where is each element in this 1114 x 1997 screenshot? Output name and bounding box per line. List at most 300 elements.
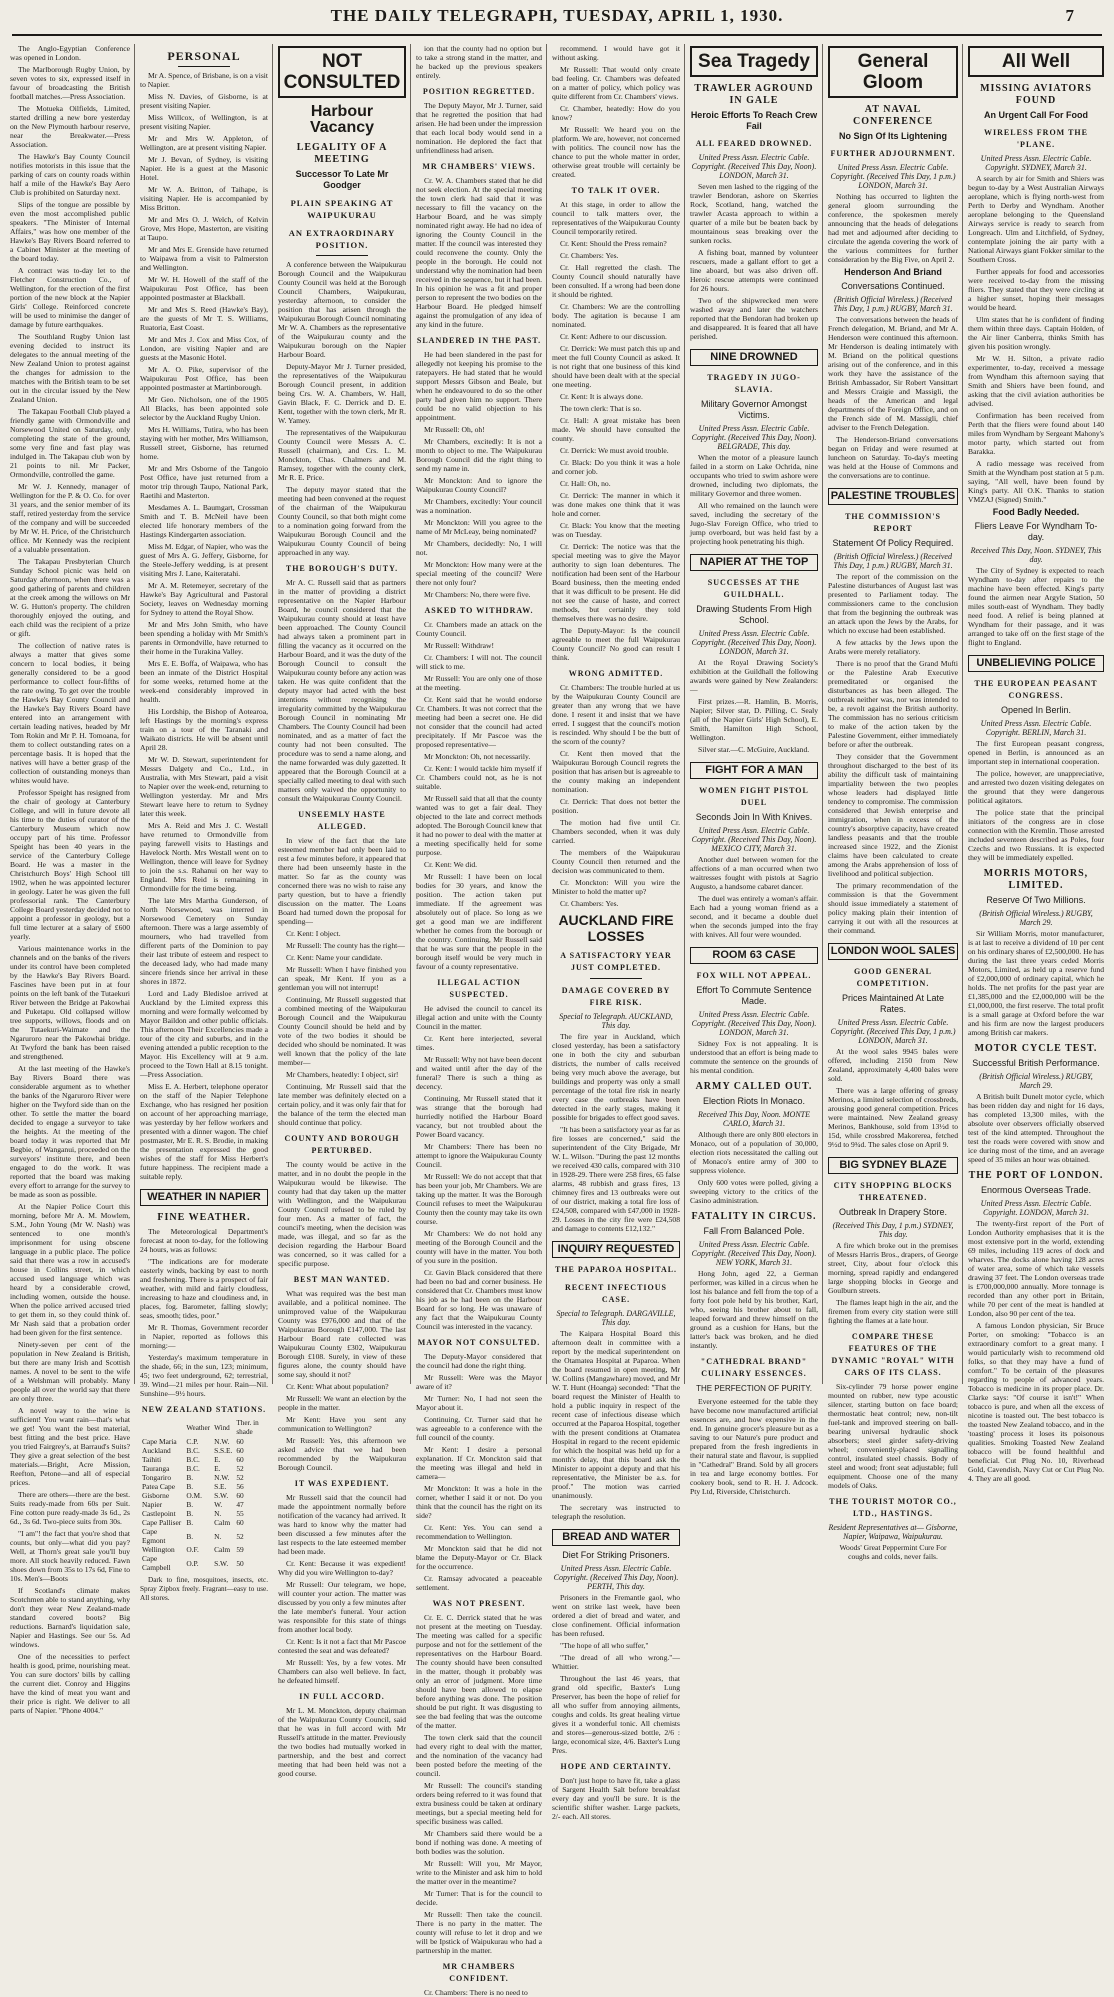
paragraph: The police state that the principal initiators of the congress are in close connection with the Kremlin. Those arrested included seventeen described as Poles, four Czechs and two Russians. It is expected they will be immediately expelled. (968, 808, 1104, 862)
paragraph: Mr Chambers said there would be a bond if nothing was done. A meeting of both bodies was the solution. (416, 1829, 542, 1856)
paragraph: At the Royal Drawing Society's exhibition at the Guildhall the following awards were gained by New Zealanders:— (690, 658, 818, 694)
paragraph: Mr Monckton said that he did not blame the Deputy-Mayor or Cr. Black for the occurrence. (416, 1544, 542, 1571)
woods-ad: Woods' Great Peppermint Cure For coughs and colds, never fails. (839, 1543, 947, 1561)
table-cell: E. (214, 1455, 221, 1464)
paragraph: Continuing, Cr. Turner said that he was agreeable to a conference with the full council of the county. (416, 1415, 542, 1442)
table-cell: 55 (236, 1509, 244, 1518)
personal-heading: PERSONAL (167, 49, 241, 63)
paragraph: Mr Kent: Have you sent any communication to Wellington? (278, 1415, 406, 1433)
general-gloom-banner: General Gloom (828, 46, 958, 98)
stations-col-header: Ther. in shade (236, 1419, 259, 1436)
lightening-sub: No Sign Of Its Lightening (839, 131, 947, 141)
essences-heading: "CATHEDRAL BRAND" CULINARY ESSENCES. (700, 1357, 808, 1378)
paragraph: The town clerk: That is so. (560, 404, 642, 413)
naval-paras (828, 192, 958, 264)
table-cell: B. (186, 1531, 194, 1541)
bread-sub: Diet For Striking Prisoners. (562, 1550, 670, 1560)
paragraph: Mr Monckton: Will you agree to the name of Mr McLeay, being nominated? (416, 518, 542, 536)
paragraph: Mr Chambers: We do not hold any meeting of the Borough Council and the county will have in the matter. You both of you sure in the position. (416, 1229, 542, 1265)
wool-sub2: Prices Maintained At Late Rates. (841, 993, 945, 1014)
cycle-paras (968, 1092, 1104, 1164)
paragraph: "I am"! the fact that you're shod that counts, but only—what did you pay? Well, at Thorn's great sale you'll buy more. All stock heavily reduced. Fawn shoes down from 35s to 17s 6d, Fine to 10s. Men's—Boots (10, 1529, 130, 1583)
weather-heading: WEATHER IN NAPIER (140, 1189, 268, 1206)
paragraph: Cr. Kent: Is it not a fact that Mr Pascoe contested the seat and was defeated? (278, 1637, 406, 1655)
table-row (140, 1545, 268, 1554)
paragraph: The Takapau Football Club played a friendly game with Ormondville and Norsewood United on Saturday, only completing the state of the ground, some very fine and fast play was indulged in. The Takapau club won by 21 points to nil. Mr Packer, Ormondville, controlled the game. (10, 407, 130, 479)
paragraph: Mrs H. Williams, Tutira, who has been staying with her mother, Mrs Williamson, Russell street, Gisborne, has returned home. (140, 425, 268, 461)
stations-col-header (140, 1419, 184, 1437)
column-divider (684, 44, 685, 1384)
paragraph: Cr. Chambers made an attack on the County Council. (416, 620, 542, 638)
port-dateline: United Press Assn. Electric Cable. Copyright. LONDON, March 31. (980, 1199, 1092, 1217)
naval-heading: AT NAVAL CONFERENCE (852, 104, 933, 127)
paragraph: A few attacks by the Jews upon the Arabs were merely retaliatory. (828, 638, 958, 656)
table-cell: Cape Egmont (142, 1527, 166, 1545)
paragraph: Another duel between women for the affections of a man occurred when two waitresses fought with pistols at Sagrio Augusto, a handsome cabaret dancer. (690, 855, 818, 891)
morris-heading: MORRIS MOTORS, LIMITED. (983, 868, 1089, 891)
table-cell: 52 (236, 1473, 244, 1482)
table-cell: B.C. (186, 1464, 200, 1473)
henderson-heading: Henderson And Briand (844, 267, 942, 277)
oaks-heading: COMPARE THESE FEATURES OF THE DYNAMIC "ROYAL" WITH CARS OF ITS CLASS. (831, 1332, 955, 1377)
paragraph: Cr. Ramsay advocated a peaceable settlement. (416, 1574, 542, 1592)
table-cell: 52 (236, 1464, 244, 1473)
section-subheading: IT WAS EXPEDIENT. (294, 1479, 390, 1488)
hope-heading: HOPE AND CERTAINTY. (560, 1762, 672, 1771)
paragraph: The motion had five until Cr. Chambers seconded, when it was duly carried. (552, 818, 680, 845)
stations-heading: NEW ZEALAND STATIONS. (141, 1405, 267, 1414)
column-divider (546, 44, 547, 1384)
table-cell: Tauranga (142, 1464, 170, 1473)
paragraph: Cr. Derrick: We must patch this up and meet the full County Council as asked. It is not right that one business of this kind should have been dealt with at the special one meeting. (552, 344, 680, 389)
paragraph: Deputy-Mayor Mr J. Turner presided, the representatives of the Waipukurau Borough Council present, in addition being Crs. W. A. Chambers, W. Hall, Gavin Black, F. C. Derrick and D. E. Kent, together with the town clerk, Mr R. W. Yamey. (278, 362, 406, 425)
paragraph: Mesdames A. L. Baumgart, Crossman Smith and T. B. McNeil have been elected life honorary members of the Hastings Kindergarten association. (140, 503, 268, 539)
table-row (140, 1464, 268, 1473)
paragraph: Mr Monckton: How many were at the special meeting of the council? Were there not only four? (416, 560, 542, 587)
paragraph: Cr. Kent: We did. (424, 860, 478, 869)
paragraph: Mr and Mrs Osborne of the Tangoio Post Office, have just returned from a motor trip through Taupo, National Park, Raetihi and Masterton. (140, 464, 268, 500)
newspaper-title: THE DAILY TELEGRAPH, TUESDAY, APRIL 1, 1930. (330, 6, 784, 25)
paragraph: Mr Russell: The county has the right— (286, 941, 405, 950)
paragraph: Mr Russell: Then take the council. There is no party in the matter. The county will refuse to let it drop and we will be Ipstick of Waipukurau who had a partnership in the matter. (416, 1910, 542, 1955)
inquiry-sub: THE PAPAROA HOSPITAL. (554, 1265, 678, 1274)
bread-dateline: United Press Assn. Electric Cable. Copyright. (Received This Day, Noon). PERTH, This day. (553, 1564, 679, 1591)
paragraph: Mr Russell: When I have finished you can speak, Mr Kent. If you as a gentleman you will not interrupt! (278, 965, 406, 992)
paragraph: Mrs A. Reid and Mrs J. C. Westall have returned to Ormondville from paying farewell visits to Hastings and Havelock North. Mrs Westall went on to Wellington, thence will leave for Sydney to join the s.s. Rahanui on her way to England. Mrs Reid is remaining in Ormondville for the time being. (140, 821, 268, 893)
paragraph: "The dread of all who wrong."—Whittier. (552, 1653, 680, 1671)
paragraph: Ulm states that he is confident of finding them within three days. Captain Holden, of the Air liner Canberra, thinks Smith has given his position wrongly. (968, 315, 1104, 351)
napier-sub2: Drawing Students From High School. (696, 604, 812, 625)
trawler-dateline: United Press Assn. Electric Cable. Copyright. (Received This Day, Noon). LONDON, March 31. (691, 153, 817, 180)
paragraph: Cr. Kent: It is always done. (560, 392, 643, 401)
table-cell: Cape Maria (142, 1437, 177, 1446)
aviators-paras (968, 174, 1104, 504)
circus-dateline: United Press Assn. Electric Cable. Copyright. (Received This Day, Noon). NEW YORK, March 31. (691, 1240, 817, 1267)
section-subheading: IN FULL ACCORD. (299, 1692, 385, 1701)
table-cell: B. (186, 1482, 194, 1491)
paragraph: Mr Russell: Our telegram, we hope, will counter your action. The matter was discussed by you only a few minutes after the late member's funeral. Your action was responsible for this state of things from another local body. (278, 1580, 406, 1634)
extraordinary-sub: AN EXTRAORDINARY POSITION. (288, 228, 396, 250)
fight-sub2: Seconds Join In With Knives. (695, 812, 813, 822)
section-subheading: COUNTY AND BOROUGH PERTURBED. (284, 1134, 400, 1155)
paragraph: The flames leapt high in the air, and the firemen from every city station were still fighting the flames at a late hour. (828, 1298, 958, 1325)
inquiry-dateline: Special to Telegraph. DARGAVILLE, This day. (556, 1309, 676, 1327)
paragraph: Mr and Mrs S. Reed (Hawke's Bay), are the guests of Mr T. S. Williams, Ruatoria, East Coast. (140, 305, 268, 332)
nine-sub: TRAGEDY IN JUGO-SLAVIA. (707, 373, 801, 394)
bread-paras (552, 1593, 680, 1638)
adjournment-sub: FURTHER ADJOURNMENT. (830, 149, 956, 158)
page-number: 7 (1065, 6, 1074, 25)
room-sub2: Effort To Commute Sentence Made. (696, 985, 812, 1006)
stations-col-header: Wind (214, 1423, 230, 1432)
paragraph: A novel way to the wine is sufficient! You want rain—that's what we get! You want the best material, best fitting and the best price. Have you tried Fairgrey's, at Barraud's Suits? They give a great selection of the best materials.—Bright, Acre Mission, Reefton, Petone—and all of especial prices. (10, 1406, 130, 1487)
urgent-food-sub: An Urgent Call For Food (984, 110, 1088, 120)
bread-heading: BREAD AND WATER (552, 1529, 680, 1546)
food-heading: Food Badly Needed. (992, 507, 1080, 517)
tobacco-text: A famous London physician, Sir Bruce Porter, on smoking: "Tobacco is an extraordinary comfort to a great many. I would particularly wish to recommend old folks, so that they may have a fund of comfort." To be certain of the pleasures regarding to people of advanced years. Tobacco is medicine in its proper place. Dr. Clarke says: "Of course it isn't!" When tobacco is pure, and when all the excess of nicotine is toasted out. The best tobacco is the toasted New Zealand tobacco, and in the 'toasting' process it loses its poisonous qualities. Smoking Toasted New Zealand tobacco will be found healthful and beneficial. Cut Plug No. 10, Riverhead Gold, Cavendish, Navy Cut or Cut Plug No. 4. They are all good. (968, 1321, 1104, 1483)
paragraph: When the motor of a pleasure launch failed in a storm on Lake Ochrida, nine occupants who tried to swim ashore were drowned, including two diplomats, the military Governor and three women. (690, 453, 818, 498)
para-list (10, 44, 130, 1715)
fight-heading: FIGHT FOR A MAN (690, 762, 818, 779)
table-row (140, 1491, 268, 1500)
paragraph: Mr Chambers, heatedly: I object, sir! (286, 1070, 399, 1079)
paragraph: Cr. Kent then moved that the Waipukurau Borough Council regrets the position that has arisen but is agreeable to the county making an independent nomination. (552, 749, 680, 794)
table-row (140, 1455, 268, 1464)
table-cell: S.W. (214, 1491, 229, 1500)
paragraph: Mr A. C. Russell said that as partners in the matter of providing a district representative on the Napier Harbour Board, he council considered that the Waipukurau county should at least have been approached. The County Council had always taken a prominent part in filling the vacancy as it occurred on the Harbour Board, and it was the duty of the Borough Council to consult the Waipukurau county before any action was taken. He was quite confident that the deputy mayor had acted with the best intentions without recognising the irregularity committed by the Waipukurau Borough Council in nominating Mr Chambers. The County Council had been nominated, and as a matter of fact the county had not been consulted. The procedure was to send a name along, and the name forwarded was duly gazetted. It appeared that the Borough Council at a specially called meeting to deal with such matters only waived the opportunity to consult the Waipukurau County Council. (278, 578, 406, 803)
paragraph: There was a large offering of greasy Merinos, a limited selection of crossbreds, arousing good general competition. Prices were maintained. New Zealand greasy Merinos, Bankhouse, sold from 13½d to 15d, while crossbred Makorerea, fetched 9½d to 9¾d. The sales close on April 9. (828, 1086, 958, 1149)
plain-speaking-sub: PLAIN SPEAKING AT WAIPUKURAU (290, 198, 394, 220)
fight-sub: WOMEN FIGHT PISTOL DUEL (699, 786, 809, 807)
column-general-gloom (828, 44, 958, 1561)
army-paras (690, 1130, 818, 1205)
henderson-paras (828, 315, 958, 480)
paragraph: Mr Russell: Oh, oh! (424, 425, 485, 434)
paragraph: Mr Russell: We do not accept that that has been your job, Mr Chambers. We are taking up the matter. It was the Borough Council refuses to meet the Waipukurau County then the county may take its own course. (416, 1172, 542, 1226)
fire-heading: AUCKLAND FIRE LOSSES (558, 912, 674, 944)
table-cell: O.P. (186, 1558, 199, 1568)
paragraph: Miss M. Edgar, of Napier, who was the guest of Mrs A. G. Jeffery, Gisborne, for the Steele-Jeffery wedding, is at present visiting Mrs J. Lane, Kaiteratahi. (140, 542, 268, 578)
paragraph: They consider that the Government throughout discharged to the best of its ability the difficult task of maintaining impartiality between the two peoples whose leaders had displayed little tendency to compromise. The commission considered that Jewish enterprise and immigration, when in excess of the country's absorptive capacity, have created landless peasants and that the trouble increased since 1922, and the Zionist claims have been calculated to create among the Arabs apprehension of loss of livelihood and political subjection. (828, 752, 958, 878)
circus-paras (690, 1269, 818, 1350)
paragraph: The late Mrs Martha Gunderson, of North Norsewood, was interred in Norsewood Cemetery on Sunday afternoon. There was a large assembly of mourners, who had travelled from different parts of the Dominion to pay their last tribute of esteem and respect to the deceased lady, who had made many sincere friends since her arrival in these shores in 1872. (140, 896, 268, 986)
naval-dateline: United Press Assn. Electric Cable. Copyright. (Received This Day, 1 p.m.) LONDON, March 31. (830, 163, 956, 190)
paragraph: If Scotland's climate makes Scotchmen able to stand anything, why don't they wear New Zealand-made standard covered boots? Big reductions. Barnard's liquidation sale, Napier and Hastings. See our 5s. Ad windows. (10, 1586, 130, 1649)
section-subheading: ASKED TO WITHDRAW. (424, 606, 534, 615)
section-subheading: SLANDERED IN THE PAST. (416, 336, 542, 345)
paragraph: Mr A. M. Retemeyer, secretary of the Hawke's Bay Agricultural and Pastoral Society, leaves on Wednesday morning for Sydney to attend the Royal Show. (140, 581, 268, 617)
col5-paras (552, 44, 680, 908)
essences-sub: THE PERFECTION OF PURITY. (696, 1384, 812, 1393)
paragraph: Mr Russell: We heard you on the platform. We are, however, not concerned with politics. The council now has the chance to put the whole matter in order, otherwise great trouble will certainly be created. (552, 125, 680, 179)
masthead-rule (12, 34, 1102, 36)
paragraph: A contract was to-day let to the Fletcher Construction Co., of Wellington, for the erection of the first portion of the new block at the Napier Girls' College. Reinforced concrete will be used to minimise the danger of damage by future earthquakes. (10, 266, 130, 329)
paragraph: recommend. I would have got it without asking. (552, 44, 680, 62)
paragraph: Prisoners in the Fremantle gaol, who went on strike last week, have been ordered a diet of bread and water, and close confinement. Official information has been refused. (552, 1593, 680, 1638)
essences-text: Everyone esteemed for the table they have become now manufactured artificial essences are, and how expensive in the end. In genuine grocer's pleasure but as a saving to our Nature's pure product and prepared from the fresh ingredients in their natural state and flavour, is supplied in "Cathedral" Brand. Sold by all grocers in tea and large economy bottles. For cookery book, send to R. H. J. Adcock. Pty Ltd, Riverside, Christchurch. (690, 1397, 818, 1496)
paragraph: He had been slandered in the past for allegedly not keeping his promise to the ratepayers. He had stated that he would support Messrs Gibson and Beale, but when he endeavoured to do so the other party had given him no support. There could be no valid objection to his appointment. (416, 350, 542, 422)
paragraph: There are others—there are the best. Suits ready-made from 60s per Suit. Fine cotton pure ready-made 3s 6d., 2s 6d., 3s 6d. Two-piece suits from 30s. (10, 1490, 130, 1526)
paragraph: A fishing boat, manned by volunteer rescuers, made a gallant effort to get a line aboard, but was also driven off. Heroic rescue attempts were continued for 26 hours. (690, 248, 818, 293)
henderson-dateline: (British Official Wireless.) (Received This Day, 1 p.m.) RUGBY, March 31. (833, 295, 953, 313)
oaks-footer: THE TOURIST MOTOR CO., LTD., HASTINGS. (829, 1497, 957, 1518)
police-dateline: United Press Assn. Electric Cable. Copyright. BERLIN, March 31. (980, 719, 1092, 737)
personal-paras (140, 71, 268, 1181)
paragraph: Hong John, aged 22, a German performer, was killed in a circus when he lost his balance and fell from the top of a forty foot pole held by his brother, Karl, who, seeing his brother about to fall, leaped forward and threw himself on the ground as a cushion for Hans, but the latter's back was broken, and he died instantly. (690, 1269, 818, 1350)
napier-dateline: United Press Assn. Electric Cable. Copyright. (Received This Day, Noon). LONDON, March 31. (691, 629, 817, 656)
paragraph: Mr Turner: No, I had not seen the Mayor about it. (416, 1394, 542, 1412)
nine-dateline: United Press Assn. Electric Cable. Copyright. (Received This Day, Noon). BELGRADE, This day. (691, 424, 817, 451)
section-subheading: THE BOROUGH'S DUTY. (285, 564, 399, 573)
paragraph: Mr W. A. Britton, of Taihape, is visiting Napier. He is accompanied by Miss Britton. (140, 185, 268, 212)
palestine-sub: THE COMMISSION'S REPORT (845, 512, 941, 533)
paragraph: Continuing, Mr Russell said that the late member was definitely elected on a certain policy, and it was only fair that for the balance of the term the elected man should continue that policy. (278, 1082, 406, 1127)
paragraph: Mr Russell: We want an election by the people in the matter. (278, 1394, 406, 1412)
paragraph: Mr Russell: The council's standing orders being referred to it was found that extra business could be taken at ordinary meetings, but a special meeting held for specific business was called. (416, 1781, 542, 1826)
paragraph: The twenty-first report of the Port of London Authority emphasises that it is the most extensive port in the world, extending 69 miles, including 119 acres of dock and wharves. The docks alone having 128 acres of water area, some of which take vessels drawing 37 feet. The London overseas trade is £700,000,000 annually. More tonnage is recorded than any other port in Britain, while 70 per cent of the meat is handled at London, also 90 per cent of the tea. (968, 1219, 1104, 1318)
port-paras (968, 1219, 1104, 1318)
paragraph: "The hope of all who suffer," (560, 1641, 649, 1650)
paragraph: Cr. Kent said that he would endorse Cr. Chambers. It was not correct that the meeting had been a secret one. He did not consider that the council had acted precipitately. If Mr Pascoe was the proposed representative— (416, 695, 542, 749)
wireless-sub: WIRELESS FROM THE 'PLANE. (984, 128, 1088, 149)
paragraph: Mr Monckton: It was a hole in the corner, whether I said it or not. Do you think that the council has the right on its side? (416, 1484, 542, 1520)
paragraph: Mr R. Thomas, Government recorder in Napier, reported as follows this morning:— (140, 1323, 268, 1350)
napier-sub: SUCCESSES AT THE GUILDHALL. (707, 578, 801, 599)
paragraph: The first European peasant congress, opened in Berlin, is announced as an important step in international cooperation. (968, 739, 1104, 766)
paragraph: Mr Kent: I desire a personal explanation. If Cr. Monckton said that the meeting was illegal and held in camera— (416, 1445, 542, 1481)
heading-rule (590, 978, 641, 979)
sea-tragedy-banner: Sea Tragedy (690, 46, 818, 77)
harbour-paras (278, 260, 406, 1778)
table-cell: 59 (236, 1545, 244, 1554)
circus-heading: FATALITY IN CIRCUS. (691, 1211, 817, 1222)
paragraph: Confirmation has been received from Perth that the fliers were found about 140 miles from Wyndham by Sergeant Mahony's motor party, which started out from Barakka. (968, 411, 1104, 456)
police-sub: THE EUROPEAN PEASANT CONGRESS. (974, 679, 1098, 700)
section-subheading: TO TALK IT OVER. (571, 186, 661, 195)
paragraph: "The indications are for moderate easterly winds, backing by east to north and freshening. There is a prospect of fair weather, with mild and fairly cloudless, increasing to haze and cloudiness and, in places, fog. Barometer, falling slowly; seas, smooth; tides, poor." (140, 1257, 268, 1320)
table-cell: Auckland (142, 1446, 171, 1455)
fire-paras (552, 1032, 680, 1233)
trawler-heading: TRAWLER AGROUND IN GALE (694, 83, 814, 106)
paragraph: The fire year in Auckland, which closed yesterday, has been a satisfactory one in both the city and suburban districts, the number of calls received being very much above the average, but buildings and property was only a small percentage of the total fire risk in nearly every case the outbreaks have been detected in the early stages, making it possible for brigades to effect good saves. (552, 1032, 680, 1122)
paragraph: Mr Chambers, excitedly: It is not a month to object to me. The Waipukurau Borough Council did the right thing to send my name in. (416, 437, 542, 473)
table-cell: Gisborne (142, 1491, 170, 1500)
paragraph: Cr. Kent here interjected, several times. (416, 1034, 542, 1052)
paragraph: The Southland Rugby Union last evening decided to instruct its delegates to the annual meeting of the New Zealand Union to protest against the changes for admission to the matches with the British team to be set out in the circular issued by the New Zealand Union. (10, 332, 130, 404)
paragraph: The Deputy Mayor, Mr J. Turner, said that he regretted the position that had arisen. He had been under the impression that each local body would send in a nomination. He deplored the fact that unfriendliness had arisen. (416, 101, 542, 155)
paragraph: What was required was the best man available, and a political nominee. The unimproved value of the Waipukurau County was £976,000 and that of the Waipukurau Borough £147,000. The last Harbour Board rate collected was Waipukurau County £302, Waipukurau Borough £108. Surely, in view of these figures alone, the county should have some say, should it not? (278, 1289, 406, 1379)
paragraph: Mr Chambers: No, there were five. (424, 590, 531, 599)
paragraph: Cr. Derrick: That does not better the position. (552, 797, 680, 815)
paragraph: Mr Russell: That would only create bad feeling. Cr. Chambers was defeated on a matter of policy, which policy was quite different from Cr. Chambers' views. (552, 65, 680, 101)
police-sub2: Opened In Berlin. (1000, 705, 1072, 715)
heading-rule (316, 255, 367, 256)
column-sea-tragedy (690, 44, 818, 1496)
not-consulted-banner: NOT CONSULTED (278, 46, 406, 98)
paragraph: The Hawke's Bay County Council notifies motorists in this issue that the parking of cars on county roads within half a mile of the Hawke's Bay Aero Club is prohibited on Saturday next. (10, 152, 130, 197)
table-cell: Castlepoint (142, 1509, 176, 1518)
port-sub: Enormous Overseas Trade. (980, 1185, 1092, 1195)
morris-paras (968, 929, 1104, 1037)
paragraph: Mr Russell: Withdraw! (424, 641, 495, 650)
table-cell: 60 (236, 1446, 244, 1455)
section-subheading: POSITION REGRETTED. (422, 87, 536, 96)
palestine-dateline: (British Official Wireless.) (Received This Day, 1 p.m.) RUGBY, March 31. (833, 552, 953, 570)
paragraph: Slips of the tongue are possible by even the most accomplished public speakers. "The Minister of Internal Affairs," was how one member of the Hawke's Bay Rivers Board referred to a Cabinet Minister at the meeting of the board today. (10, 200, 130, 263)
paragraph: Mr Russell: I have been on local bodies for 30 years, and know the position. The action taken put immediate. If the agreement was absolutely out of place. So long as we get a good man we are indifferent whether he comes from the borough or the country. Continuing, Mr Russell said that he was sure that the people in the borough itself would be very much in favour of a county representative. (416, 872, 542, 971)
paragraph: Mr Monckton: And to ignore the Waipukurau County Council? (416, 476, 542, 494)
column-divider (822, 44, 823, 1384)
paragraph: Seven men lashed to the rigging of the trawler Bendoran, ashore on Skerries Rock, Scotland, hang, watched the trawler Acasta approach to within a quarter of a mile but be beaten back by mountainous seas breaking over the sunken rocks. (690, 182, 818, 245)
paragraph: Cr. W. A. Chambers stated that he did not seek election. At the special meeting the town clerk had said that it was necessary to fill the vacancy on the Harbour Board, and he was simply nominated right away. He had no idea of ignoring the County Council in the matter. If the council was interested they could reconvene the county. Only the people in the borough. He could not understand why the nomination had been received in the sequence, but it had been. In his opinion he was a fit and proper person to represent the two bodies on the Harbour Board. He pledged himself against the promulgation of any idea of any kind in the future. (416, 176, 542, 329)
table-cell: Tongariro (142, 1473, 172, 1482)
paragraph: Various maintenance works in the channels and on the banks of the rivers under its control have been completed by the Hawke's Bay Rivers Board. Fascines have been put in at four points on the left bank of the Tutaekuri River between the Bridge at Pakowhai and Puketapu. Old collapsed willow tree supports, willows, floods and on the Tutaekuri-Waimate and the Ngaruroro near the Pakowhai bridge. At Twyford the bank has been raised and strengthened. (10, 944, 130, 1061)
stations-col-header: Weather (186, 1423, 211, 1432)
paragraph: There is no proof that the Grand Mufti or the Palestine Arab Executive premeditated or organised the disturbances as has been alleged. The outbreak neither was, nor was intended to be, a revolt against the British authority. The commission has no serious criticism to make of the action taken by the Palestine Government, either immediately before or after the outbreak. (828, 659, 958, 749)
napier-top-heading: NAPIER AT THE TOP (690, 554, 818, 571)
paragraph: Mr W. H. Silton, a private radio experimenter, to-day, received a message from Wyndham this afternoon saying that Smith and Shiers have been found, and asking that the civil aviation authorities be advised. (968, 354, 1104, 408)
table-cell: B. (186, 1509, 194, 1518)
paragraph: One of the necessities to perfect health is good, prime, nourishing meat. You can sure doctors' bills by calling the current diet. Conroy and Higgins have the kind of meat you want and their price is right. We deliver to all parts of Napier. "Phone 4004." (10, 1652, 130, 1715)
paragraph: A British built Dunelt motor cycle, which has been ridden day and night for 16 days, has completed 13,300 miles, with the absolute over observers officially observed test of the kind attempted. Throughout the test the roads were covered with snow and ice during most of the time, and an average speed of 35 miles an hour was obtained. (968, 1092, 1104, 1164)
port-heading: THE PORT OF LONDON. (968, 1170, 1104, 1181)
paragraph: Cr. Chambers: Yes. (560, 899, 619, 908)
paragraph: Cr. Chambers: The trouble hurled at us by the Waipukurau County Council are greater than any wrong that we have done. I resent it and insist that we have erred. I suggest that the council's motion is rescinded. Why should I be the butt of the scorn of the county? (552, 683, 680, 746)
section-subheading: BEST MAN WANTED. (293, 1275, 391, 1284)
paragraph: Mr Turner: That is for the council to decide. (416, 1889, 542, 1907)
inquiry-heading: INQUIRY REQUESTED (552, 1241, 680, 1258)
paragraph: The primary recommendation of the commission is that the Government should issue immediately a statement of policy making plain their intention of carrying it out with all the resources at their command. (828, 881, 958, 935)
paragraph: The collection of native rates is always a matter that gives some concern to local bodies, it being generally considered to be a good performance to collect four-fifths of the rate owing. To get over the trouble the Hawke's Bay County Council and the Hawke's Bay Rivers Board have entered into an arrangement with certain leading natives, headed by Mr Tom Rokin and Mr P. H. Tomoana, for them to collect outstanding rates on a percentage basis. It is hoped that the natives will have a better grasp of the collection of outstanding moneys than whites would have. (10, 641, 130, 785)
paragraph: All who remained on the launch were saved, including the secretary of the Jugo-Slav Foreign Office, who tried to jump overboard, but was held fast by a projecting hook penetrating his thigh. (690, 501, 818, 546)
paragraph: At the wool sales 9945 bales were offered, including 2150 from New Zealand, approximately 4,400 bales were sold. (828, 1047, 958, 1083)
oaks-footer2: Resident Representatives at— Gisborne, Napier, Waipawa, Waipukurau. (828, 1523, 958, 1541)
room-sub: FOX WILL NOT APPEAL. (696, 971, 812, 980)
paragraph: Cr. Monckton: Will you wire the Minister to hold the matter up? (552, 878, 680, 896)
room-heading: ROOM 63 CASE (690, 947, 818, 964)
table-cell: N. (214, 1509, 222, 1518)
table-row (140, 1509, 268, 1518)
paragraph: Cr. Hall: Oh, no. (560, 479, 611, 488)
paragraph: Continuing, Mr Russell suggested that a combined meeting of the Waipukurau Borough Council and the Waipukurau County Council should be held and by vote of the two bodies it should be decided who should be nominated. It was well known that the policy of the late member— (278, 995, 406, 1067)
table-cell: 56 (236, 1482, 244, 1491)
inquiry-paras (552, 1329, 680, 1521)
paragraph: Lord and Lady Bledisloe arrived at Auckland by the Limited express this morning and were formally welcomed by Mayor Baildon and other public officials. This afternoon Their Excellencies made a tour of the city and suburbs, and in the evening attended a public reception to the Mayor. His Excellency will at 9 a.m. proceed to the Town Hall at 8.15 tonight.—Press Association. (140, 989, 268, 1079)
sydney-sub2: Outbreak In Drapery Store. (838, 1207, 948, 1217)
paragraph: Mr L. M. Monckton, deputy chairman of the Waipukurau County Council, said that he was in full accord with Mr Russell's attitude in the matter. Previously the two bodies had mutually worked in partnership, and the best and correct meeting that had been held was not a good course. (278, 1706, 406, 1778)
napier-paras (690, 658, 818, 754)
masthead (0, 0, 1114, 40)
table-cell: B.C. (186, 1446, 200, 1455)
paragraph: Cr. Chambers: I will not. The council will stick to me. (416, 653, 542, 671)
army-dateline: Received This Day, Noon. MONTE CARLO, March 31. (698, 1110, 810, 1128)
paragraph: Cr. Kent: Should the Press remain? (560, 239, 667, 248)
paragraph: Sir William Morris, motor manufacturer, is at last to receive a dividend of 10 per cent on his ordinary shares of £2,500,000. He has during the last three years ceded Morris Motors, Limited, as held up a reserve fund of £2,000,000 of ordinary capital, which he holds. The net profits for the past year are £1,385,000 and the £2,000,000 will be the £1,000,000, the first reserve. The total profit is a small garage at Oxford before the war and his firm are now the largest producers among British car makers. (968, 929, 1104, 1037)
fight-dateline: United Press Assn. Electric Cable. Copyright. (Received This Day, Noon). MEXICO CITY, March 31. (691, 826, 817, 853)
paragraph: Only 600 votes were polled, giving a sweeping victory to the critics of the Casino administration. (690, 1178, 818, 1205)
table-cell: Wellington (142, 1545, 175, 1554)
paragraph: Mr Russell: Yes, by a few votes. Mr Chambers can also well believe. In fact, he defeated himself. (278, 1658, 406, 1685)
column-divider (134, 44, 135, 1384)
section-subheading: WRONG ADMITTED. (568, 669, 664, 678)
paragraph: A conference between the Waipukurau Borough Council and the Waipukurau County Council was held at the Borough Council Chambers, Waipukurau, yesterday afternoon, to consider the position that has arisen through the Waipukurau Borough Council nominating Mr W. A. Chambers as the representative of the Waipukurau county and the Waipukurau borough on the Napier Harbour Board. (278, 260, 406, 359)
table-cell: B. (186, 1518, 194, 1527)
weather-paras (140, 1227, 268, 1398)
paragraph: The representatives of the Waipukurau County Council were Messrs A. C. Russell (chairman), and Crs. L. M. Monckton, Chas. Chalmers and M. Ramsey, together with the county clerk, Mr R. E. Price. (278, 428, 406, 482)
table-row (140, 1482, 268, 1491)
table-cell: Taihiti (142, 1455, 162, 1464)
paragraph: Mr Russell: Were was the Mayor aware of it? (416, 1373, 542, 1391)
paragraph: The report of the commission on the Palestine disturbances of August last was presented to Parliament today. The commissioners came to the conclusion that from the beginning the outbreak was an attack upon the Jews by the Arabs, for which no excuse had been established. (828, 572, 958, 635)
paragraph: Cr. Kent: I would tackle him myself if Cr. Chambers could not, as he is not suitable. (416, 764, 542, 791)
paragraph: Mr and Mrs O. J. Welch, of Kelvin Grove, Mrs Hope, Masterton, are visiting at Taupo. (140, 215, 268, 242)
paragraph: Professor Speight has resigned from the chair of geology at Canterbury College, and will in future devote all his time to the duties of curator of the Canterbury Museum which now occupy part of his time. Professor Speight has been 40 years in the service of the Canterbury College Board. He was a master in the Christchurch Boys' High School till 1902, when he was appointed lecturer in geology. Later he was given the full professorial rank. The Canterbury College Board yesterday decided not to appoint a professor in geology, but a full time lecturer at a salary of £600 yearly. (10, 788, 130, 941)
paragraph: Mr Russell: You are only one of those at the meeting. (416, 674, 542, 692)
paragraph: ion that the county had no option but to take a strong stand in the matter, and he backed up the previous speakers entirely. (416, 44, 542, 80)
paragraph: Mr Russell: Why not have been decent and waited until after the day of the funeral? There is such a thing as decency. (416, 1055, 542, 1091)
sydney-paras (828, 1241, 958, 1325)
wool-paras (828, 1047, 958, 1149)
paragraph: His Lordship, the Bishop of Aotearoa, left Hastings by the morning's express train on a tour of the Taranaki and Waikato districts. He will be absent until April 28. (140, 707, 268, 752)
paragraph: The police, however, are unappreciative, and arrested two dozen visiting delegates on the ground that they were dangerous political agitators. (968, 769, 1104, 805)
paragraph: Mr J. Bevan, of Sydney, is visiting Napier. He is a guest at the Masonic Hotel. (140, 155, 268, 182)
paragraph: Cr. Gavin Black considered that there had been no bad and corner business. He considered that Cr. Chambers must know his job as he had been on the Harbour Board for so long. He was unaware of any fact that the Waipukurau County Council was interested in the vacancy. (416, 1268, 542, 1331)
section-subheading: MR CHAMBERS' VIEWS. (422, 162, 536, 171)
paragraph: Cr. Kent: Yes. You can send a recommendation to Wellington. (416, 1523, 542, 1541)
legality-sub: LEGALITY OF A MEETING (296, 142, 388, 165)
paragraph: First prizes.—R. Hamlin, B. Morris, Napier; Silver star, D. Pilling, C. Sealy (all of the Napier Girls' High School), E. Smith, Hamilton High School, Wellington. (690, 697, 818, 742)
paragraph: Miss N. Davies, of Gisborne, is at present visiting Napier. (140, 92, 268, 110)
column-fire-inquiry (552, 44, 680, 1821)
paragraph: The Motueka Oilfields, Limited, started drilling a new bore yesterday on the New Plymouth harbour reserve, near the Breakwater.—Press Association. (10, 104, 130, 149)
section-subheading: UNSEEMLY HASTE ALLEGED. (298, 810, 386, 831)
paragraph: The conversations between the heads of French delegation, M. Briand, and Mr A. Henderson were continued this afternoon. Mr Henderson is dealing intimately with M. Briand on the political questions arising out of the conference, and in this work they have the assistance of the British Ambassador, Sir Robert Vansittart and Messrs Craigie and Massigli, the heads of the American and legal departments of the Foreign Office, and on the French side of M. Massigli, chief adviser to the French Delegation. (828, 315, 958, 432)
table-row (140, 1518, 268, 1527)
paragraph: The City of Sydney is expected to reach Wyndham to-day after repairs to the machine have been effected. King's party found the airmen near Argyle Station, 50 miles south-east of Wyndham. They badly need food. A relief is being planned at Wyndham for their passage, and it was arranged to take off on the first stage of the flight to England. (968, 566, 1104, 647)
police-heading: UNBELIEVING POLICE (968, 655, 1104, 672)
column-divider (410, 44, 411, 1384)
sydney-blaze-heading: BIG SYDNEY BLAZE (828, 1157, 958, 1174)
paragraph: The Marlborough Rugby Union, by seven votes to six, expressed itself in favour of broadcasting the British football matches.—Press Association. (10, 65, 130, 101)
paragraph: Mr and Mrs John Smith, who have been spending a holiday with Mr Smith's parents in Ormondville, have returned to their home in the Turakina Valley. (140, 620, 268, 656)
harbour-vacancy-heading: Harbour Vacancy (309, 103, 375, 136)
paragraph: Cr. E. C. Derrick stated that he was not present at the meeting on Tuesday. The meeting was called for a specific purpose and not for the settlement of the representatives on the Harbour Board. The county should have been consulted in the matter, though it probably was only an error of judgment. More time should have been allowed to elapse before anything was done. The position should be put right. It was disgusting to see the bad feeling that was the outcome of the matter. (416, 1613, 542, 1730)
table-cell: B.C. (186, 1455, 200, 1464)
paragraph: Cr. Hall regretted the clash. The County Council should naturally have been consulted. If a wrong had been done it should be righted. (552, 263, 680, 299)
table-cell: S.E. (214, 1482, 227, 1491)
nine-paras (690, 453, 818, 546)
palestine-heading: PALESTINE TROUBLES (828, 488, 958, 505)
food-sub: Fliers Leave For Wyndham To-day. (974, 521, 1098, 542)
heroic-sub: Heroic Efforts To Reach Crew Fail (690, 110, 818, 131)
paragraph: Mr Russell: Yes, this afternoon we asked advice that we had been recommended by the Waipukurau Borough Council. (278, 1436, 406, 1472)
paragraph: Mr Russell: Will you, Mr Mayor, write to the Minister and ask him to hold the matter over in the meantime? (416, 1859, 542, 1886)
sydney-dateline: (Received This Day, 1 p.m.) SYDNEY, This day. (832, 1221, 954, 1239)
paragraph: A fire which broke out in the premises of Messrs Harris Bros., drapers, of George street, City, about four o'clock this morning, spread rapidly and endangered large shopping blocks in George and Goulburn streets. (828, 1241, 958, 1295)
table-cell: 50 (236, 1558, 244, 1568)
food-paras (968, 566, 1104, 647)
circus-sub: Fall From Balanced Pole. (703, 1226, 805, 1236)
paragraph: Mr W. D. Stewart, superintendent for Messrs Dalgety and Co., Ltd., in Australia, with Mrs Stewart, paid a visit to Napier over the week-end, returning to Wellington yesterday. Mr and Mrs Stewart leave here to return to Sydney later this week. (140, 755, 268, 818)
cycle-dateline: (British Official Wireless.) RUGBY, March 29. (979, 1072, 1093, 1090)
paragraph: The Deputy-Mayor considered that the council had done the right thing. (416, 1352, 542, 1370)
morris-sub: Reserve Of Two Millions. (986, 895, 1086, 905)
paragraph: Miss E. A. Herbert, telephone operator on the staff of the Napier Telephone Exchange, who has resigned her position on account of her approaching marriage, was yesterday by her fellow workers and presented with a dinner wagon. The chief postmaster, Mr E. R. S. Brodie, in making the presentation expressed the good wishes of the staff for Miss Herbert's future happiness. The recipient made a suitable reply. (140, 1082, 268, 1181)
table-row (140, 1500, 268, 1509)
paragraph: Mr Russell said that the council had made the appointment normally before notification of the vacancy had arrived. It was hard to know why the matter had been discussed a few minutes after the last respects to the late esteemed member had been made. (278, 1493, 406, 1556)
aviators-heading: MISSING AVIATORS FOUND (980, 83, 1092, 106)
paragraph: Mr A. O. Pike, supervisor of the Waipukurau Post Office, has been appointed postmaster at Martinborough. (140, 365, 268, 392)
